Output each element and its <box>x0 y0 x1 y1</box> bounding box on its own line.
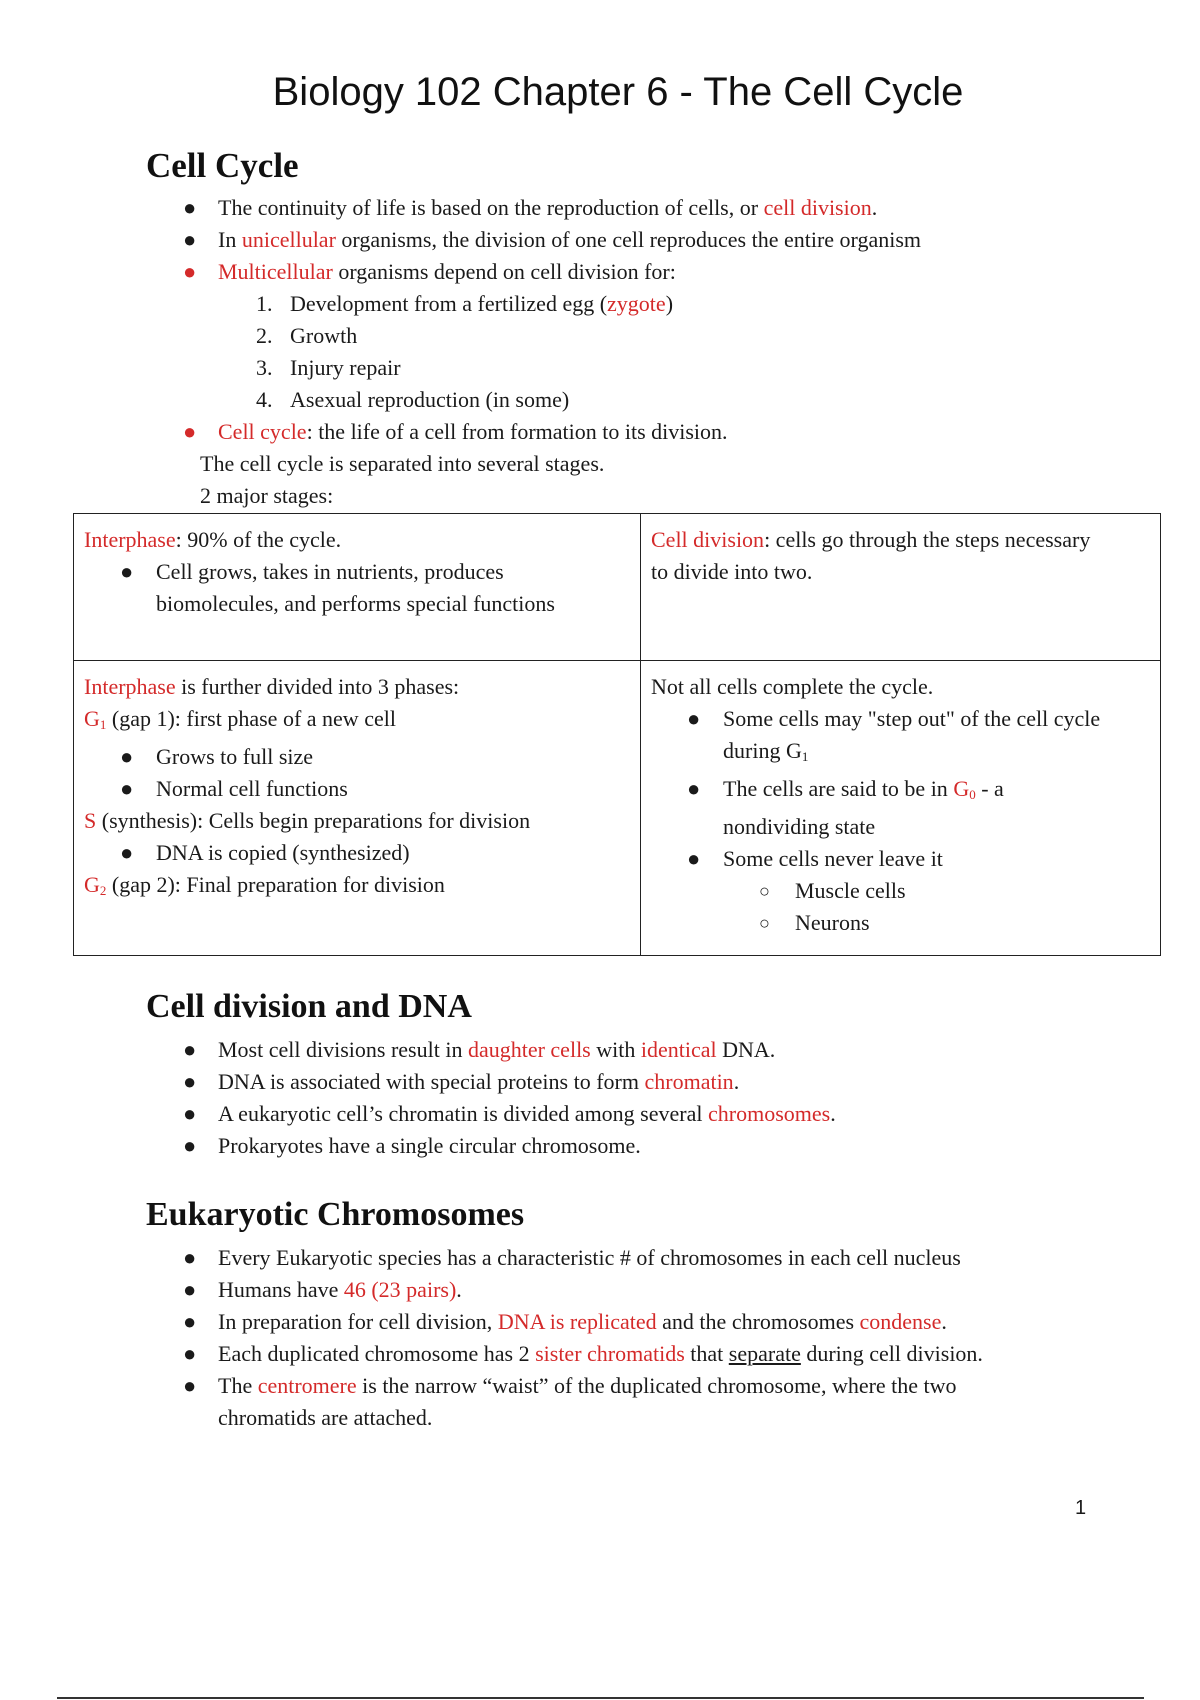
bullet-icon: ● <box>183 1373 197 1398</box>
bullet-icon: ● <box>120 744 134 769</box>
bullet-icon: ● <box>183 1133 197 1158</box>
bullet-icon: ● <box>687 706 701 731</box>
list-item: ● Some cells may "step out" of the cell cycle during $G_1$ <box>651 703 1150 773</box>
footer-divider <box>57 1697 1144 1699</box>
circle-bullet-icon: ○ <box>759 881 770 901</box>
list-item: ● Grows to full size <box>84 741 630 773</box>
heading-cell-cycle: Cell Cycle <box>146 146 299 185</box>
table-cell-cell-division: Cell division: cells go through the steps necessary to divide into two. <box>641 514 1161 661</box>
bullet-icon: ● <box>687 776 701 801</box>
bullet-icon: ● <box>120 559 134 584</box>
numbered-item: 3. Injury repair <box>256 355 401 380</box>
plain-line: The cell cycle is separated into several stages. <box>200 451 605 476</box>
list-item: ● The cells are said to be in $G_0$ - a nondividing state <box>651 773 1150 843</box>
bullet-icon: ● <box>183 1101 197 1126</box>
list-item: ○ Neurons <box>651 907 1150 939</box>
list-item: ● The continuity of life is based on the reproduction of cells, or cell division. <box>218 192 1168 224</box>
bullet-icon: ● <box>183 1309 197 1334</box>
page-title: Biology 102 Chapter 6 - The Cell Cycle <box>272 70 964 114</box>
list-item: ● Cell grows, takes in nutrients, produces biomolecules, and performs special functions <box>84 556 630 620</box>
bullet-icon: ● <box>183 227 197 252</box>
dna-list <box>183 1034 1168 1162</box>
bullet-icon: ● <box>120 776 134 801</box>
table-cell-interphase: Interphase: 90% of the cycle. ● Cell grows, takes in nutrients, produces biomolecules, and performs special functions <box>74 514 641 661</box>
numbered-item: 2. Growth <box>256 323 358 348</box>
bullet-icon: ● <box>183 1277 197 1302</box>
bullet-icon: ● <box>120 840 134 865</box>
list-item: ● A eukaryotic cell’s chromatin is divided among several chromosomes. <box>218 1098 1168 1130</box>
list-item: ● Cell cycle: the life of a cell from formation to its division. <box>218 416 1168 448</box>
list-item: ● Every Eukaryotic species has a characteristic # of chromosomes in each cell nucleus <box>218 1242 1168 1274</box>
list-item: ● DNA is copied (synthesized) <box>84 837 630 869</box>
bullet-icon: ● <box>687 846 701 871</box>
bullet-icon: ● <box>183 259 197 284</box>
list-item: ● Most cell divisions result in daughter cells with identical DNA. <box>218 1034 1168 1066</box>
list-item: ● DNA is associated with special proteins to form chromatin. <box>218 1066 1168 1098</box>
stages-table <box>73 513 1161 956</box>
bullet-icon: ● <box>183 1341 197 1366</box>
list-item: ● The centromere is the narrow “waist” of the duplicated chromosome, where the two chromatids are attached. <box>218 1370 1168 1434</box>
numbered-item: 4. Asexual reproduction (in some) <box>256 387 570 412</box>
cell-cycle-list <box>183 192 1168 512</box>
list-item: ● In unicellular organisms, the division of one cell reproduces the entire organism <box>218 224 1168 256</box>
bullet-icon: ● <box>183 1245 197 1270</box>
heading-eukaryotic-chromosomes: Eukaryotic Chromosomes <box>146 1196 525 1233</box>
bullet-icon: ● <box>183 195 197 220</box>
list-item: ● Multicellular organisms depend on cell division for: <box>218 256 1168 288</box>
eukaryotic-list <box>183 1242 1168 1434</box>
list-item: ○ Muscle cells <box>651 875 1150 907</box>
circle-bullet-icon: ○ <box>759 913 770 933</box>
page-number: 1 <box>1075 1497 1087 1519</box>
plain-line: 2 major stages: <box>200 483 334 508</box>
numbered-sublist <box>218 288 1168 416</box>
list-item: ● In preparation for cell division, DNA is replicated and the chromosomes condense. <box>218 1306 1168 1338</box>
bullet-icon: ● <box>183 1069 197 1094</box>
list-item: ● Normal cell functions <box>84 773 630 805</box>
table-cell-phases: Interphase is further divided into 3 phases: $G_1$ (gap 1): first phase of a new cell ● Grows to full size ● Normal cell functions S (synthesis): Cells begin preparations for division ● DNA is copied (synthesized) $G_2$ (gap 2): Final preparation for division <box>74 661 641 956</box>
bullet-icon: ● <box>183 419 197 444</box>
list-item: ● Some cells never leave it <box>651 843 1150 875</box>
list-item: ● Humans have 46 (23 pairs). <box>218 1274 1168 1306</box>
bullet-icon: ● <box>183 1037 197 1062</box>
heading-cell-division-dna: Cell division and DNA <box>146 988 472 1025</box>
list-item: ● Each duplicated chromosome has 2 sister chromatids that separate during cell division. <box>218 1338 1168 1370</box>
list-item: ● Prokaryotes have a single circular chromosome. <box>218 1130 1168 1162</box>
numbered-item: 1. Development from a fertilized egg (zygote) <box>256 291 674 316</box>
table-cell-not-all-cells: Not all cells complete the cycle. ● Some cells may "step out" of the cell cycle during $G_1$ ● The cells are said to be in $G_0$ - a nondividing state ● Some cells never leave it ○ Muscle cells ○ Neurons <box>641 661 1161 956</box>
